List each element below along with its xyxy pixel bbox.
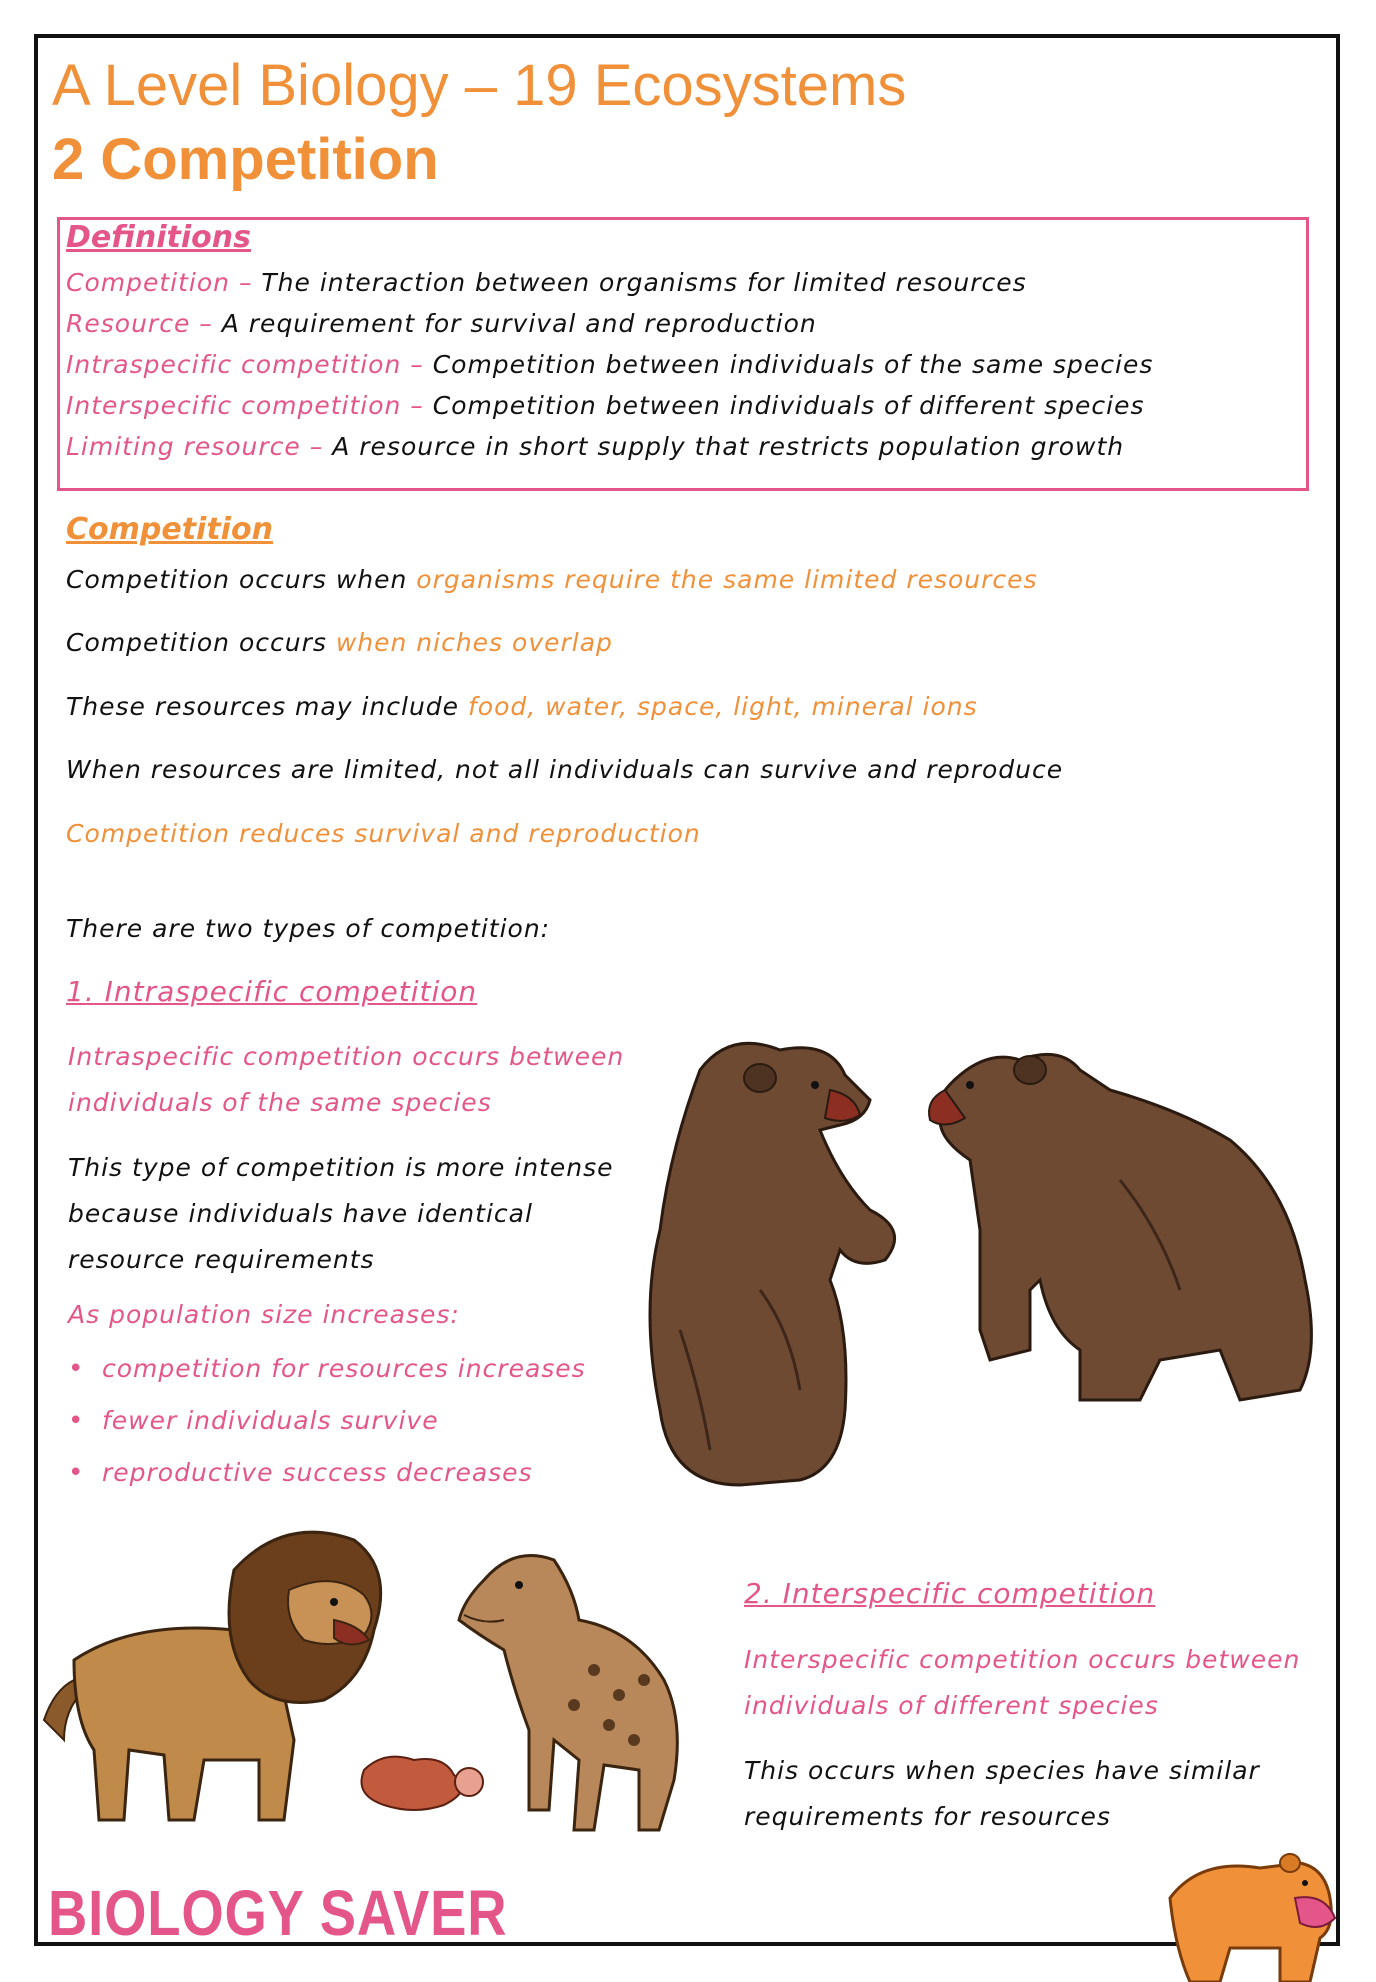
definition-term: Intraspecific competition – bbox=[66, 350, 424, 379]
intraspecific-heading: 1. Intraspecific competition bbox=[66, 975, 478, 1008]
meat bbox=[362, 1757, 484, 1810]
competition-heading: Competition bbox=[66, 512, 273, 547]
interspecific-p2-l2: requirements for resources bbox=[744, 1802, 1111, 1831]
bear-right bbox=[929, 1054, 1311, 1400]
lion bbox=[44, 1532, 381, 1820]
definition-text: The interaction between organisms for limited resources bbox=[261, 268, 1027, 297]
text-span: Competition occurs bbox=[66, 628, 327, 657]
page-subtitle: 2 Competition bbox=[52, 127, 439, 192]
definition-row bbox=[66, 309, 817, 338]
bullet-dot: • bbox=[68, 1458, 84, 1488]
bullet-item: competition for resources increases bbox=[102, 1354, 586, 1383]
competition-line-1 bbox=[66, 565, 1038, 594]
definition-text: A requirement for survival and reproduction bbox=[221, 309, 817, 338]
biology-saver-logo: BIOLOGY SAVER bbox=[48, 1877, 508, 1949]
intraspecific-p1-l2: individuals of the same species bbox=[68, 1088, 492, 1117]
bullet-dot: • bbox=[68, 1406, 84, 1436]
definition-text: Competition between individuals of the same species bbox=[432, 350, 1154, 379]
intraspecific-p2-l1: This type of competition is more intense bbox=[68, 1153, 614, 1182]
bullet-dot: • bbox=[68, 1354, 84, 1384]
bear-with-fish-icon bbox=[1160, 1838, 1340, 1982]
highlight-span: organisms require the same limited resources bbox=[416, 565, 1038, 594]
intraspecific-p3: As population size increases: bbox=[68, 1300, 460, 1329]
definition-text: Competition between individuals of different species bbox=[432, 391, 1145, 420]
definition-row bbox=[66, 432, 1124, 461]
intraspecific-p2-l2: because individuals have identical bbox=[68, 1199, 533, 1228]
fighting-bears-illustration bbox=[640, 1030, 1340, 1500]
interspecific-p1-l2: individuals of different species bbox=[744, 1691, 1159, 1720]
definition-term: Resource – bbox=[66, 309, 213, 338]
hyena bbox=[459, 1556, 677, 1831]
page-title: A Level Biology – 19 Ecosystems bbox=[52, 53, 907, 118]
highlight-span: food, water, space, light, mineral ions bbox=[468, 692, 978, 721]
competition-line-4: When resources are limited, not all individuals can survive and reproduce bbox=[66, 755, 1064, 784]
types-intro: There are two types of competition: bbox=[66, 914, 551, 943]
competition-line-5: Competition reduces survival and reproduction bbox=[66, 819, 701, 848]
definition-row bbox=[66, 350, 1153, 379]
text-span: These resources may include bbox=[66, 692, 460, 721]
definition-term: Interspecific competition – bbox=[66, 391, 424, 420]
interspecific-heading: 2. Interspecific competition bbox=[744, 1577, 1156, 1610]
interspecific-p2-l1: This occurs when species have similar bbox=[744, 1756, 1260, 1785]
bullet-item: fewer individuals survive bbox=[102, 1406, 439, 1435]
definition-term: Competition – bbox=[66, 268, 253, 297]
definition-term: Limiting resource – bbox=[66, 432, 324, 461]
intraspecific-p2-l3: resource requirements bbox=[68, 1245, 375, 1274]
bear-left bbox=[650, 1043, 895, 1485]
text-span: Competition occurs when bbox=[66, 565, 408, 594]
definition-row bbox=[66, 391, 1145, 420]
definitions-heading: Definitions bbox=[66, 220, 251, 255]
intraspecific-p1-l1: Intraspecific competition occurs between bbox=[68, 1042, 625, 1071]
highlight-span: when niches overlap bbox=[335, 628, 613, 657]
competition-line-3 bbox=[66, 692, 978, 721]
bullet-item: reproductive success decreases bbox=[102, 1458, 533, 1487]
definition-text: A resource in short supply that restricts population growth bbox=[332, 432, 1125, 461]
competition-line-2 bbox=[66, 628, 613, 657]
interspecific-p1-l1: Interspecific competition occurs between bbox=[744, 1645, 1301, 1674]
definition-row bbox=[66, 268, 1027, 297]
lion-hyena-illustration bbox=[34, 1520, 744, 1850]
